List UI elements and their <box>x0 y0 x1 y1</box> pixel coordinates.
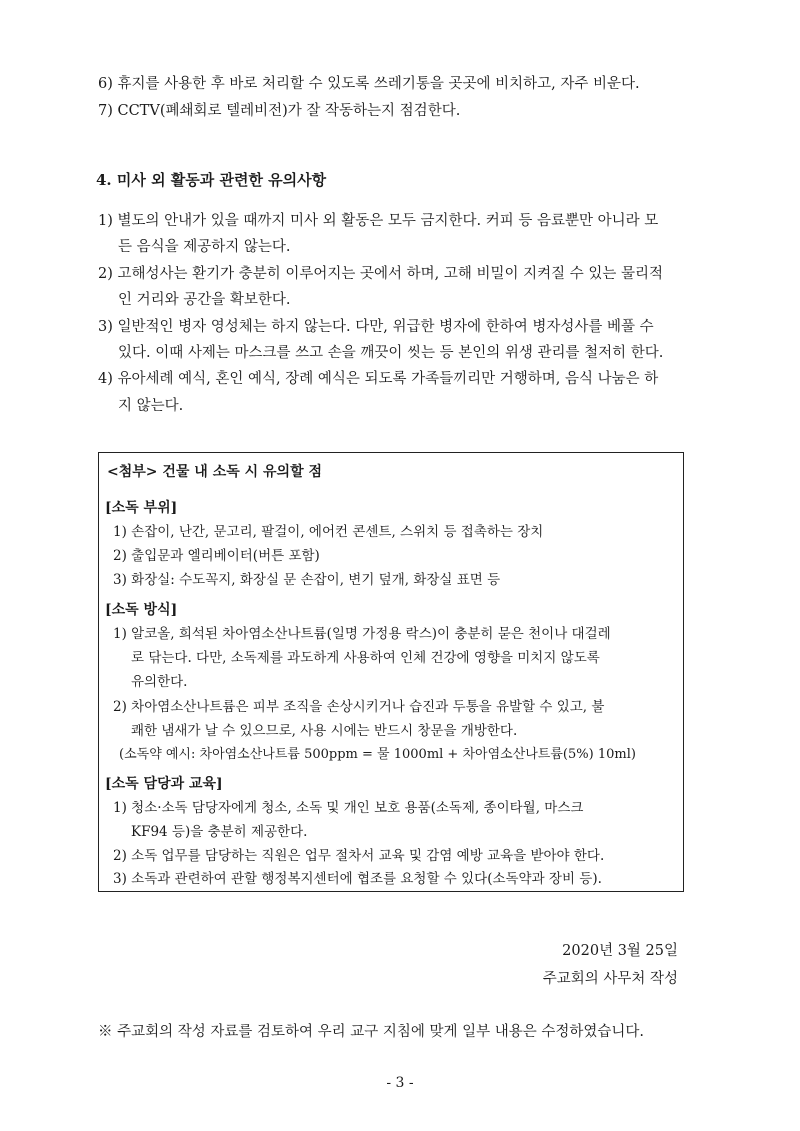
list-item: 1) 별도의 안내가 있을 때까지 미사 외 활동은 모두 금지한다. 커피 등 음료뿐만 아니라 모 <box>98 213 659 229</box>
list-item: 4) 유아세례 예식, 혼인 예식, 장례 예식은 되도록 가족들끼리만 거행하며, 음식 나눔은 하 <box>98 371 659 387</box>
document-date: 2020년 3월 25일 <box>562 943 678 959</box>
revision-note: ※ 주교회의 작성 자료를 검토하여 우리 교구 지침에 맞게 일부 내용은 수정하였습니다. <box>98 1024 645 1040</box>
page-number: - 3 - <box>386 1075 414 1091</box>
list-item-continuation: 쾌한 냄새가 날 수 있으므로, 사용 시에는 반드시 창문을 개방한다. <box>131 723 518 739</box>
list-item: 3) 일반적인 병자 영성체는 하지 않는다. 다만, 위급한 병자에 한하여 병자성사를 베풀 수 <box>98 319 654 335</box>
list-item: 1) 청소·소독 담당자에게 청소, 소독 및 개인 보호 용품(소독제, 종이타월, 마스크 <box>113 800 584 816</box>
list-item: 3) 소독과 관련하여 관할 행정복지센터에 협조를 요청할 수 있다(소독약과 장비 등). <box>113 871 602 887</box>
list-item: 2) 출입문과 엘리베이터(버튼 포함) <box>113 548 320 564</box>
list-item-continuation: 인 거리와 공간을 확보한다. <box>118 292 291 308</box>
list-item-continuation: 든 음식을 제공하지 않는다. <box>118 239 291 255</box>
list-item-continuation: 유의한다. <box>131 674 188 690</box>
list-item: 7) CCTV(폐쇄회로 텔레비전)가 잘 작동하는지 점검한다. <box>98 103 461 119</box>
list-item: 2) 고해성사는 환기가 충분히 이루어지는 곳에서 하며, 고해 비밀이 지켜질 수 있는 물리적 <box>98 266 664 282</box>
list-item-continuation: 지 않는다. <box>118 398 184 414</box>
subsection-heading: [소독 담당과 교육] <box>105 776 223 792</box>
list-item-continuation: 로 닦는다. 다만, 소독제를 과도하게 사용하여 인체 건강에 영향을 미치지 않도록 <box>131 650 600 666</box>
list-item: 1) 손잡이, 난간, 문고리, 팔걸이, 에어컨 콘센트, 스위치 등 접촉하는 장치 <box>113 524 544 540</box>
list-item: 1) 알코올, 희석된 차아염소산나트륨(일명 가정용 락스)이 충분히 묻은 천이나 대걸레 <box>113 626 611 642</box>
document-author: 주교회의 사무처 작성 <box>542 971 678 987</box>
example-note: (소독약 예시: 차아염소산나트륨 500ppm = 물 1000ml + 차아염소산나트륨(5%) 10ml) <box>119 747 636 762</box>
attachment-box <box>98 452 684 892</box>
subsection-heading: [소독 부위] <box>105 500 178 516</box>
list-item-continuation: KF94 등)을 충분히 제공한다. <box>131 824 308 840</box>
list-item-continuation: 있다. 이때 사제는 마스크를 쓰고 손을 깨끗이 씻는 등 본인의 위생 관리를 철저히 한다. <box>118 345 664 361</box>
list-item: 2) 소독 업무를 담당하는 직원은 업무 절차서 교육 및 감염 예방 교육을 받아야 한다. <box>113 848 605 864</box>
section-heading: 4. 미사 외 활동과 관련한 유의사항 <box>96 171 327 189</box>
list-item: 6) 휴지를 사용한 후 바로 처리할 수 있도록 쓰레기통을 곳곳에 비치하고, 자주 비운다. <box>98 76 640 92</box>
list-item: 2) 차아염소산나트륨은 피부 조직을 손상시키거나 습진과 두통을 유발할 수 있고, 불 <box>113 699 605 715</box>
list-item: 3) 화장실: 수도꼭지, 화장실 문 손잡이, 변기 덮개, 화장실 표면 등 <box>113 572 501 588</box>
attachment-title: <첨부> 건물 내 소독 시 유의할 점 <box>107 464 322 480</box>
subsection-heading: [소독 방식] <box>105 602 178 618</box>
